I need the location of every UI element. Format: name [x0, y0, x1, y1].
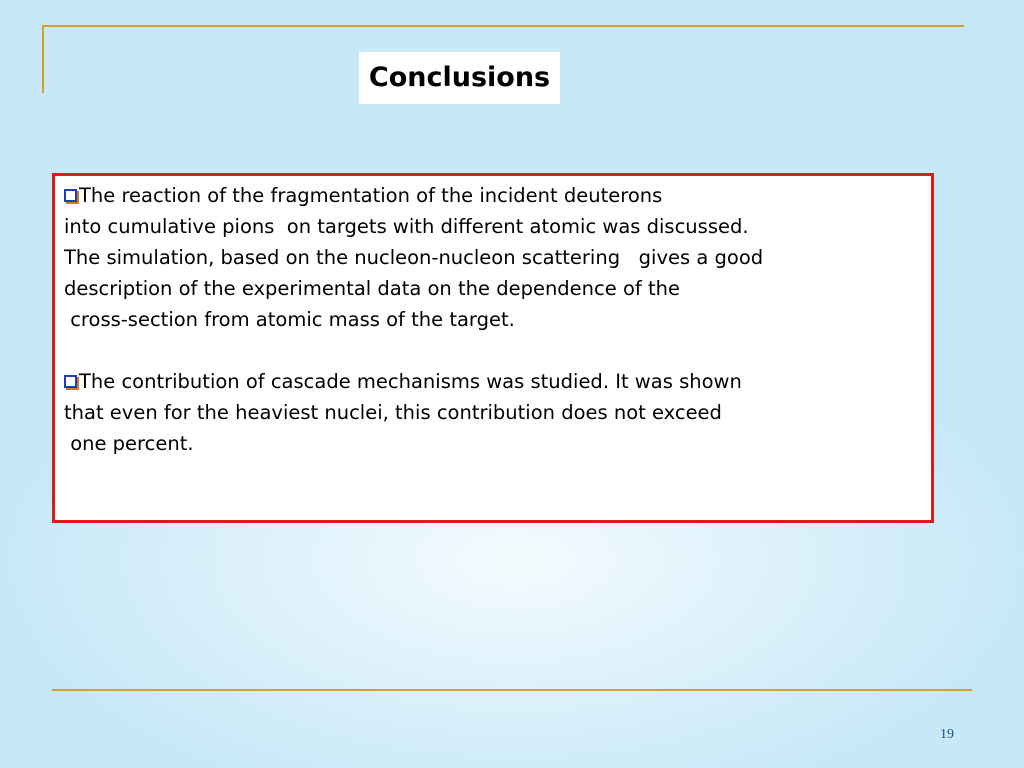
- paragraph-line: description of the experimental data on the dependence of the: [64, 277, 680, 300]
- paragraph-line: The simulation, based on the nucleon-nucleon scattering gives a good: [64, 246, 764, 269]
- slide-title: Conclusions: [359, 52, 560, 104]
- paragraph-line: The reaction of the fragmentation of the incident deuterons: [64, 180, 763, 211]
- page-number: 19: [940, 727, 954, 742]
- top-decorative-rule: [42, 25, 964, 27]
- paragraph-line: that even for the heaviest nuclei, this contribution does not exceed: [64, 401, 722, 424]
- conclusion-paragraph-1: [64, 180, 763, 335]
- left-decorative-rule: [42, 25, 44, 93]
- square-bullet-icon: [64, 189, 77, 202]
- paragraph-line: into cumulative pions on targets with different atomic was discussed.: [64, 215, 749, 238]
- conclusion-paragraph-2: [64, 366, 742, 459]
- paragraph-line: cross-section from atomic mass of the target.: [64, 308, 515, 331]
- paragraph-line: one percent.: [64, 432, 194, 455]
- bottom-decorative-rule: [52, 689, 972, 691]
- paragraph-line: The contribution of cascade mechanisms was studied. It was shown: [64, 366, 742, 397]
- square-bullet-icon: [64, 375, 77, 388]
- conclusions-box: [52, 173, 934, 523]
